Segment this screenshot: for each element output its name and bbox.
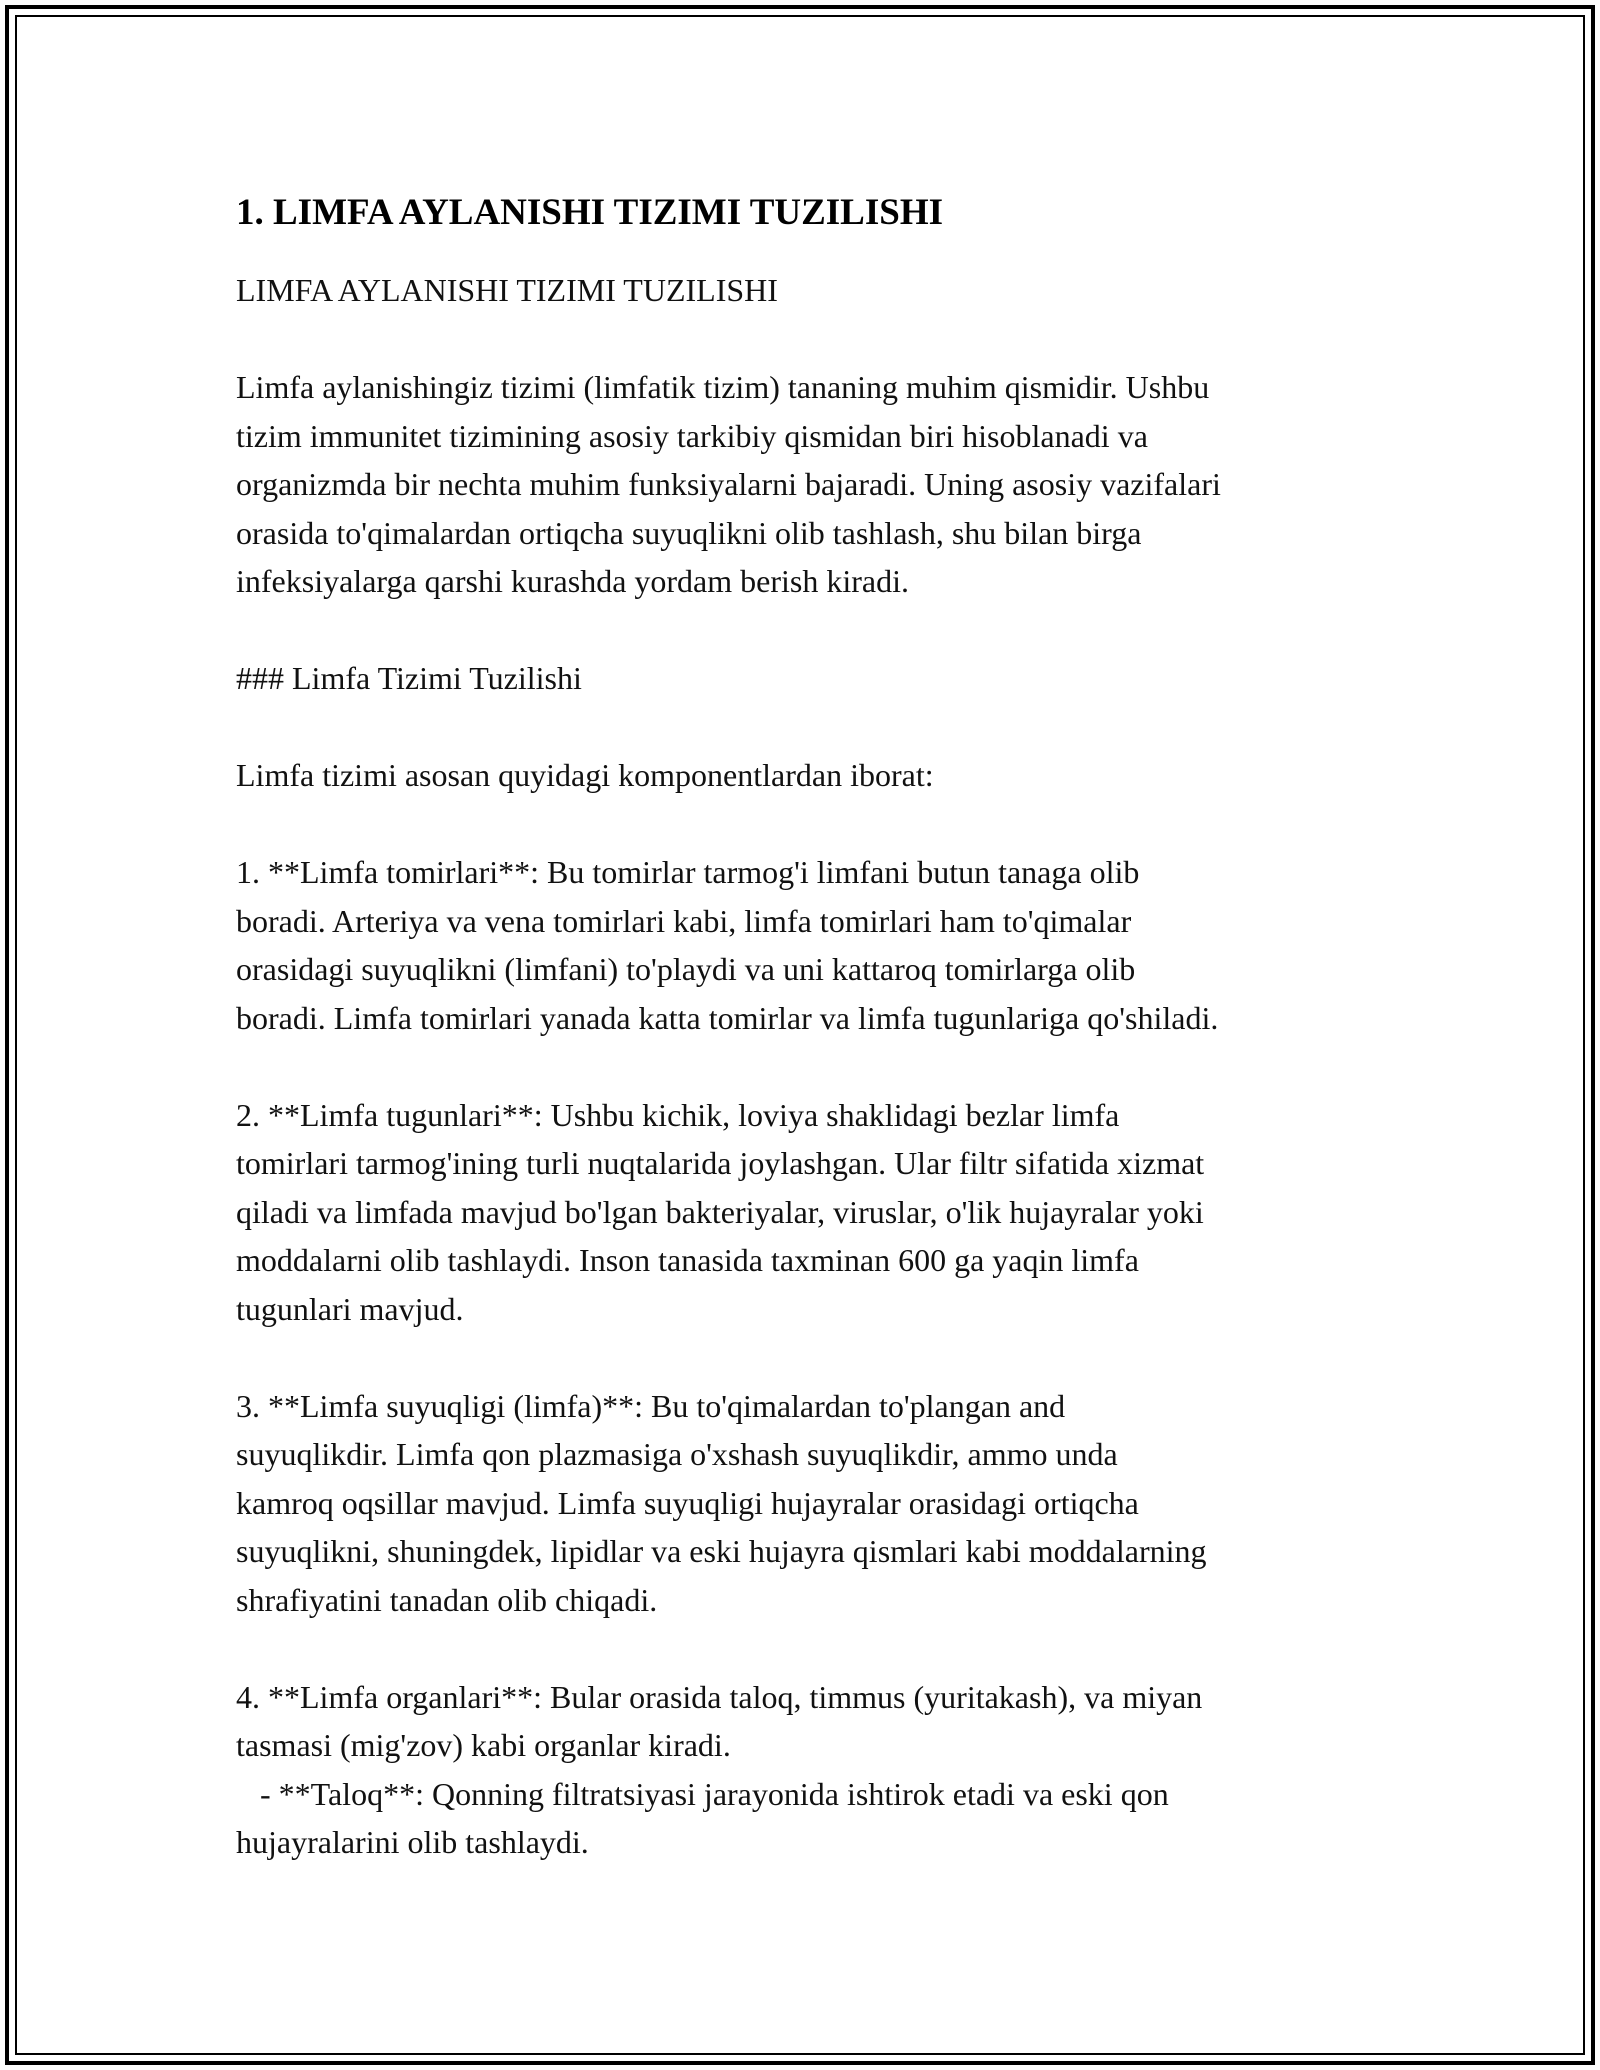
list-item-lymph-vessels: 1. **Limfa tomirlari**: Bu tomirlar tarmog'i limfani butun tanaga olib boradi. Arteriya va vena tomirlari kabi, limfa tomirlari ham to'qimalar orasidagi suyuqlikni (limfani) to'playdi va uni kattaroq tomirlarga olib boradi. Limfa tomirlari yanada katta tomirlar va limfa tugunlariga qo'shiladi. [236,854,1219,1036]
paragraph-gap [236,1333,1376,1382]
subtitle-paragraph: LIMFA AYLANISHI TIZIMI TUZILISHI [236,272,778,308]
paragraph-gap [236,1042,1376,1091]
paragraph-gap [236,800,1376,849]
paragraph-gap [236,703,1376,752]
paragraph-gap [236,606,1376,655]
document-title: 1. LIMFA AYLANISHI TIZIMI TUZILISHI [236,192,944,233]
list-item-lymph-nodes: 2. **Limfa tugunlari**: Ushbu kichik, loviya shaklidagi bezlar limfa tomirlari tarmog'ining turli nuqtalarida joylashgan. Ular filtr sifatida xizmat qiladi va limfada mavjud bo'lgan bakteriyalar, viruslar, o'lik hujayralar yoki moddalarni olib tashlaydi. Inson tanasida taxminan 600 ga yaqin limfa tugunlari mavjud. [236,1096,1205,1327]
section-heading: ### Limfa Tizimi Tuzilishi [236,660,582,696]
list-item-lymph-fluid: 3. **Limfa suyuqligi (limfa)**: Bu to'qimalardan to'plangan and suyuqlikdir. Limfa qon plazmasiga o'xshash suyuqlikdir, ammo unda kamroq oqsillar mavjud. Limfa suyuqligi hujayralar orasidagi ortiqcha suyuqlikni, shuningdek, lipidlar va eski hujayra qismlari kabi moddalarning shrafiyatini tanadan olib chiqadi. [236,1387,1207,1618]
paragraph-gap [236,315,1376,364]
paragraph-gap [236,1624,1376,1673]
intro-paragraph: Limfa aylanishingiz tizimi (limfatik tizim) tananing muhim qismidir. Ushbu tizim immunitet tizimining asosiy tarkibiy qismidan biri hisoblanadi va organizmda bir nechta muhim funksiyalarni bajaradi. Uning asosiy vazifalari orasida to'qimalardan ortiqcha suyuqlikni olib tashlash, shu bilan birga infeksiyalarga qarshi kurashda yordam berish kiradi. [236,369,1221,599]
list-item-lymph-organs: 4. **Limfa organlari**: Bular orasida taloq, timmus (yuritakash), va miyan tasmasi (mig'zov) kabi organlar kiradi. - **Taloq**: Qonning filtratsiyasi jarayonida ishtirok etadi va eski qon hujayralarini olib tashlaydi. [236,1678,1203,1860]
components-intro: Limfa tizimi asosan quyidagi komponentlardan iborat: [236,757,934,793]
document-body [236,188,1376,1867]
